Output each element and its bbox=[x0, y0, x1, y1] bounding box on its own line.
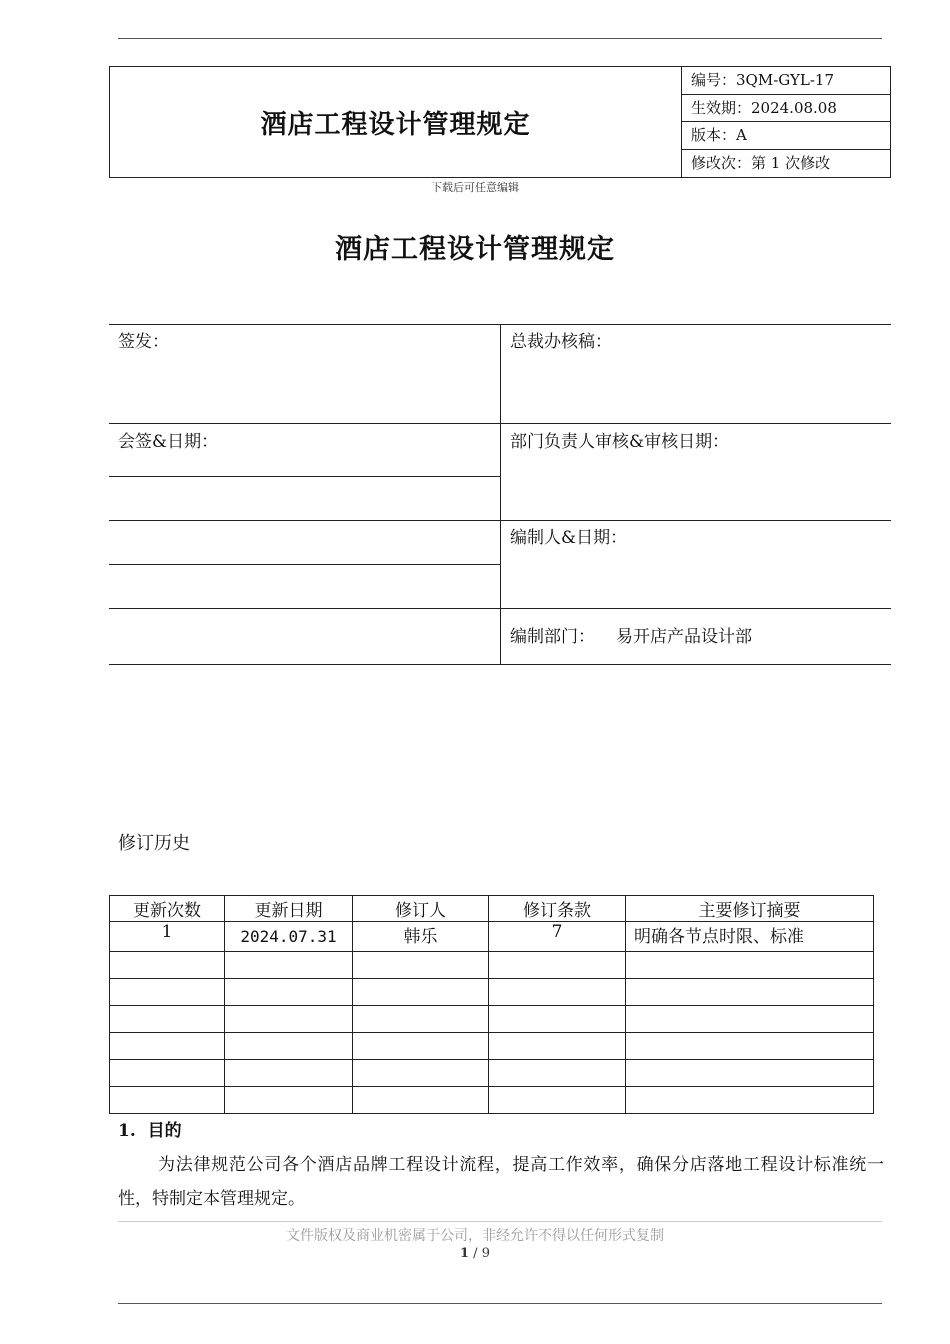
countersign-label: 会签&日期： bbox=[118, 432, 219, 452]
table-cell bbox=[353, 952, 489, 979]
revision-history-label: 修订历史 bbox=[118, 833, 190, 854]
table-cell bbox=[353, 979, 489, 1006]
table-cell bbox=[110, 952, 225, 979]
table-cell: 1 bbox=[110, 922, 225, 952]
table-cell bbox=[110, 1087, 225, 1114]
table-cell bbox=[110, 1060, 225, 1087]
version: 版本：A bbox=[682, 122, 891, 150]
preparer-label: 编制人&日期： bbox=[510, 528, 628, 548]
table-cell bbox=[626, 1087, 874, 1114]
table-cell bbox=[626, 1033, 874, 1060]
table-row bbox=[110, 1087, 874, 1114]
table-cell bbox=[489, 952, 626, 979]
dept-value: 易开店产品设计部 bbox=[616, 627, 752, 647]
sign-label: 签发： bbox=[118, 332, 169, 352]
table-cell bbox=[225, 1033, 353, 1060]
revision-table bbox=[109, 895, 874, 1114]
table-cell bbox=[225, 1087, 353, 1114]
table-row bbox=[110, 1033, 874, 1060]
table-cell bbox=[489, 979, 626, 1006]
table-cell bbox=[626, 952, 874, 979]
table-cell bbox=[353, 1060, 489, 1087]
table-row bbox=[110, 1060, 874, 1087]
edit-note: 下载后可任意编辑 bbox=[431, 181, 519, 194]
table-cell bbox=[110, 1006, 225, 1033]
table-row bbox=[110, 922, 874, 952]
page-number bbox=[0, 1246, 950, 1261]
table-cell bbox=[489, 1033, 626, 1060]
table-cell: 明确各节点时限、标准 bbox=[626, 922, 874, 952]
column-header: 修订人 bbox=[353, 896, 489, 922]
section-heading: 1. 目的 bbox=[118, 1121, 182, 1141]
president-office-label: 总裁办核稿： bbox=[510, 332, 612, 352]
table-cell bbox=[110, 979, 225, 1006]
doc-number: 编号：3QM-GYL-17 bbox=[682, 67, 891, 95]
page-current: 1 bbox=[460, 1246, 470, 1261]
table-cell bbox=[225, 1060, 353, 1087]
document-header bbox=[109, 66, 891, 178]
table-cell bbox=[353, 1033, 489, 1060]
page-title: 酒店工程设计管理规定 bbox=[335, 234, 615, 265]
table-row bbox=[110, 952, 874, 979]
table-row bbox=[110, 1006, 874, 1033]
column-header: 主要修订摘要 bbox=[626, 896, 874, 922]
table-cell: 2024.07.31 bbox=[225, 922, 353, 952]
table-cell: 7 bbox=[489, 922, 626, 952]
dept-review-label: 部门负责人审核&审核日期： bbox=[510, 432, 730, 452]
table-cell bbox=[353, 1087, 489, 1114]
table-cell bbox=[225, 979, 353, 1006]
table-cell: 韩乐 bbox=[353, 922, 489, 952]
table-cell bbox=[489, 1060, 626, 1087]
table-header-row bbox=[110, 896, 874, 922]
grid-line bbox=[109, 476, 500, 477]
footer-copyright: 文件版权及商业机密属于公司，非经允许不得以任何形式复制 bbox=[286, 1228, 664, 1244]
table-cell bbox=[225, 1006, 353, 1033]
table-cell bbox=[110, 1033, 225, 1060]
grid-line bbox=[109, 564, 500, 565]
header-meta bbox=[681, 67, 891, 177]
table-cell bbox=[626, 1006, 874, 1033]
header-title: 酒店工程设计管理规定 bbox=[260, 109, 531, 140]
bottom-rule bbox=[118, 1303, 882, 1304]
section-body: 为法律规范公司各个酒店品牌工程设计流程，提高工作效率，确保分店落地工程设计标准统一性，特制定本管理规定。 bbox=[118, 1155, 884, 1209]
page-separator: / bbox=[469, 1246, 482, 1261]
column-header: 更新日期 bbox=[225, 896, 353, 922]
grid-divider bbox=[500, 324, 501, 665]
revision-count: 修改次：第 1 次修改 bbox=[691, 153, 831, 172]
column-header: 修订条款 bbox=[489, 896, 626, 922]
table-row bbox=[110, 979, 874, 1006]
table-cell bbox=[626, 979, 874, 1006]
top-rule bbox=[118, 38, 882, 39]
dept-label: 编制部门： bbox=[510, 627, 595, 647]
table-cell bbox=[353, 1006, 489, 1033]
table-cell bbox=[225, 952, 353, 979]
effective-date: 生效期：2024.08.08 bbox=[682, 95, 891, 123]
table-cell bbox=[626, 1060, 874, 1087]
table-cell bbox=[489, 1006, 626, 1033]
table-cell bbox=[489, 1087, 626, 1114]
footer-rule bbox=[118, 1221, 882, 1222]
column-header: 更新次数 bbox=[110, 896, 225, 922]
page-total: 9 bbox=[481, 1246, 490, 1261]
